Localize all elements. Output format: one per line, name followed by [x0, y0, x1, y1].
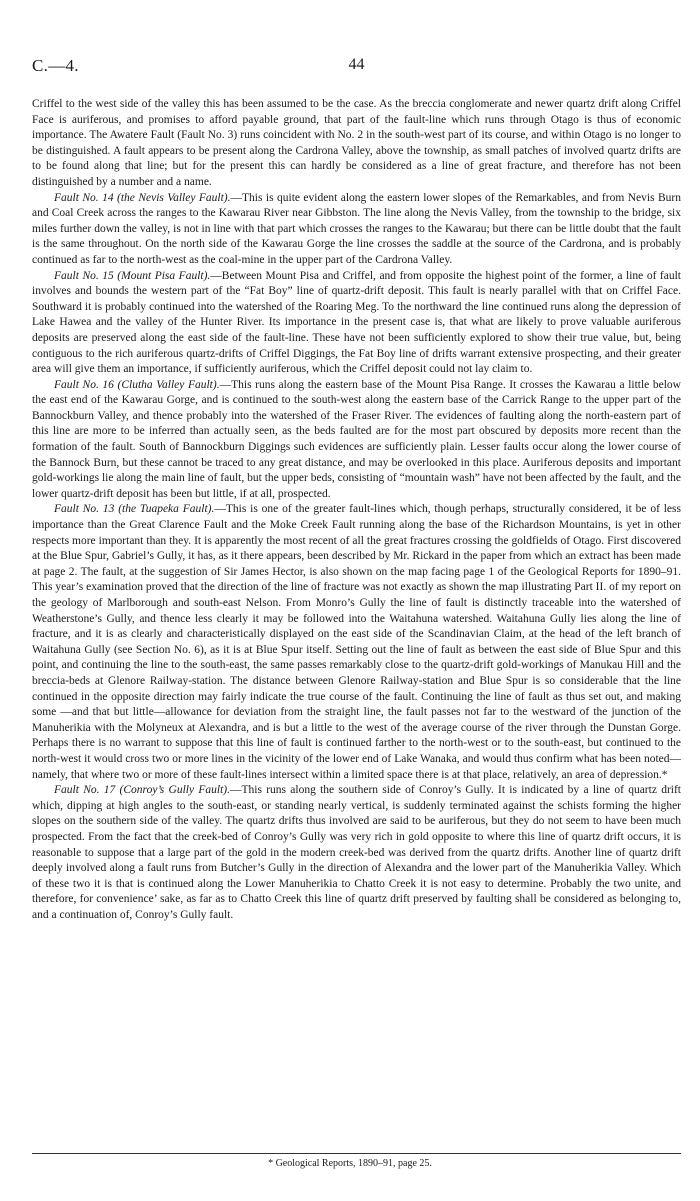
paragraph: [32, 269, 681, 378]
paragraph-heading: Fault No. 16 (Clutha Valley Fault).: [54, 378, 220, 391]
paragraph: [32, 378, 681, 503]
page-number: 44: [348, 56, 365, 73]
paragraph-text: Criffel to the west side of the valley this has been assumed to be the case. As the breccia conglomerate and newer quartz drift along Criffel Face is auriferous, and promises to afford payable ground, that part of the fault-line which runs through Otago is thus of economic importance. The Awatere Fault (Fault No. 3) runs coincident with No. 2 in the south-west part of its course, and within Otago is no longer to be distinguished. A fault appears to be present along the Cardrona Valley, above the township, as small patches of involved quartz drifts are to be found along that line; but for the present this can hardly be considered as a line of great fracture, and therefore has not been distinguished by a number and a name.: [32, 98, 681, 188]
paragraph-text: —This is quite evident along the eastern lower slopes of the Remarkables, and from Nevis Burn and Coal Creek across the ranges to the Kawarau River near Gibbston. The line along the Nevis Valley, from the township to the bridge, six miles further down the valley, is not in line with that part which crosses the ranges to the Kawarau; but there can be little doubt that the fault is the same throughout. On the north side of the Kawarau Gorge the line crosses the saddle at the source of the Cardrona, and is probably continued as far to the north-west as the coal-mine in the upper part of the Cardrona Valley.: [32, 191, 681, 266]
paragraph-text: —This is one of the greater fault-lines which, though perhaps, structurally considered, it be of less importance than the Great Clarence Fault and the Moke Creek Fault running along the base of the Richardson Mountains, is yet in other respects more important than they. It is apparently the most recent of all the great fractures crossing the goldfields of Otago. First discovered at the Blue Spur, Gabriel’s Gully, it has, as it there appears, been described by Mr. Rickard in the paper from which an extract has been made at page 2. The fault, at the suggestion of Sir James Hector, is also shown on the map facing page 1 of the Geological Reports for 1890–91. This year’s examination proved that the direction of the line of fracture was not exactly as shown the map illustrating Part II. of my report on the geology of Marlborough and south-east Nelson. From Monro’s Gully the line of fault is distinctly traceable into the watershed of Weatherstone’s Gully, and thence less clearly it may be followed into the Waitahuna watershed. Waitahuna Gully lies along the line of fracture, and it is as clearly and characteristically displayed on the east side of the Scandinavian Claim, at the head of the left branch of Waitahuna Gully (see Section No. 6), as it is at Blue Spur itself. Setting out the line of fault as between the east side of Blue Spur and this point, and continuing the line to the south-east, the same passes remarkably close to the quartz-drift gold-workings of Manukau Hill and the breccia-beds at Glenore Railway-station. The distance between Glenore Railway-station and Blue Spur is so considerable that the line continued in the opposite direction may fairly indicate the true course of the fault. Continuing the line of fault as thus set out, and making some —and that but little—allowance for deviation from the straight line, the fault passes not far to the westward of the junction of the Manuherikia with the Molyneux at Alexandra, and is but a little to the west of the average course of the river through the Dunstan Gorge. Perhaps there is no warrant to suppose that this line of fault is continued farther to the north-west or to the south-east, but continued to the north-west it would cross two or more lines in the vicinity of the lower end of Lake Wanaka, and would thus confirm what has been noted—namely, that where two or more of these fault-lines intersect within a limited space there is at that place, relatively, an area of depression.*: [32, 503, 681, 781]
paragraph-text: —This runs along the southern side of Conroy’s Gully. It is indicated by a line of quartz drift which, dipping at high angles to the south-east, or standing nearly vertical, is suddenly terminated against the schists forming the higher slopes on the southern side of the valley. The quartz drifts thus involved are said to be auriferous, but they do not seem to have been much prospected. From the fact that the creek-bed of Conroy’s Gully was very rich in gold opposite to where this line of quartz drift occurs, it is reasonable to suppose that a large part of the gold in the modern creek-bed was derived from the quartz drifts. Another line of quartz drift deeply involved along a fault runs from Butcher’s Gully in the direction of Alexandra and the lower part of the Manuherikia Valley. Which of these two it is that is continued along the Lower Manuherikia to Chatto Creek it is not easy to determine. Probably the two unite, and therefore, for convenience’ sake, as far as to Chatto Creek this line of quartz drift preserved by faulting shall be considered as belonging to, and a continuation of, Conroy’s Gully fault.: [32, 784, 681, 921]
paragraph: [32, 191, 681, 269]
paragraph-heading: Fault No. 17 (Conroy’s Gully Fault).: [54, 784, 230, 797]
paragraph: [32, 97, 681, 191]
paragraph-heading: Fault No. 13 (the Tuapeka Fault).: [54, 503, 215, 516]
paragraph-text: —This runs along the eastern base of the Mount Pisa Range. It crosses the Kawarau a little below the east end of the Kawarau Gorge, and is continued to the south-west along the eastern base of the Carrick Range to the upper part of the Bannockburn Valley, and thence probably into the watershed of the Fraser River. The evidences of faulting along the north-eastern part of this line are more to be inferred than actually seen, as the beds faulted are for the most part obscured by deposits more recent than the formation of the fault. South of Bannockburn Diggings such evidences are sufficiently plain. Lesser faults occur along the lower course of the Bannock Burn, but these cannot be traced to any great distance, and may be overlooked in this place. Auriferous deposits and important gold-workings lie along the main line of fault, but the upper beds, consisting of “mountain wash” have not been affected by the fault, and the lower quartz-drift deposit has been but little, if at all, prospected.: [32, 378, 681, 500]
footnote: * Geological Reports, 1890–91, page 25.: [268, 1158, 432, 1169]
document-id: C.—4.: [32, 56, 79, 75]
footnote-divider: [32, 1153, 681, 1154]
paragraph: [32, 783, 681, 923]
paragraph-text: —Between Mount Pisa and Criffel, and from opposite the highest point of the former, a line of fault involves and bounds the western part of the “Fat Boy” line of quartz-drift deposit. This fault is nearly parallel with that on Criffel Face. Southward it is probably continued into the watershed of the Roaring Meg. To the northward the line continued runs along the depression of Lake Hawea and the valley of the Hunter River. Its importance in the present case is, that what are likely to prove valuable auriferous deposits are preserved along the east side of the fault-line. These have not been sufficiently explored to show their true value, but, being contiguous to the rich auriferous quartz-drifts of Criffel Diggings, the Fat Boy line of drifts warrant extensive prospecting, and their greater area will give them an importance, if sufficiently auriferous, which the Criffel deposit could not lay claim to.: [32, 269, 681, 376]
paragraph: [32, 502, 681, 783]
paragraph-heading: Fault No. 15 (Mount Pisa Fault).: [54, 269, 211, 282]
body-text: [32, 97, 681, 923]
page-header: [32, 56, 681, 78]
paragraph-heading: Fault No. 14 (the Nevis Valley Fault).: [54, 191, 231, 204]
